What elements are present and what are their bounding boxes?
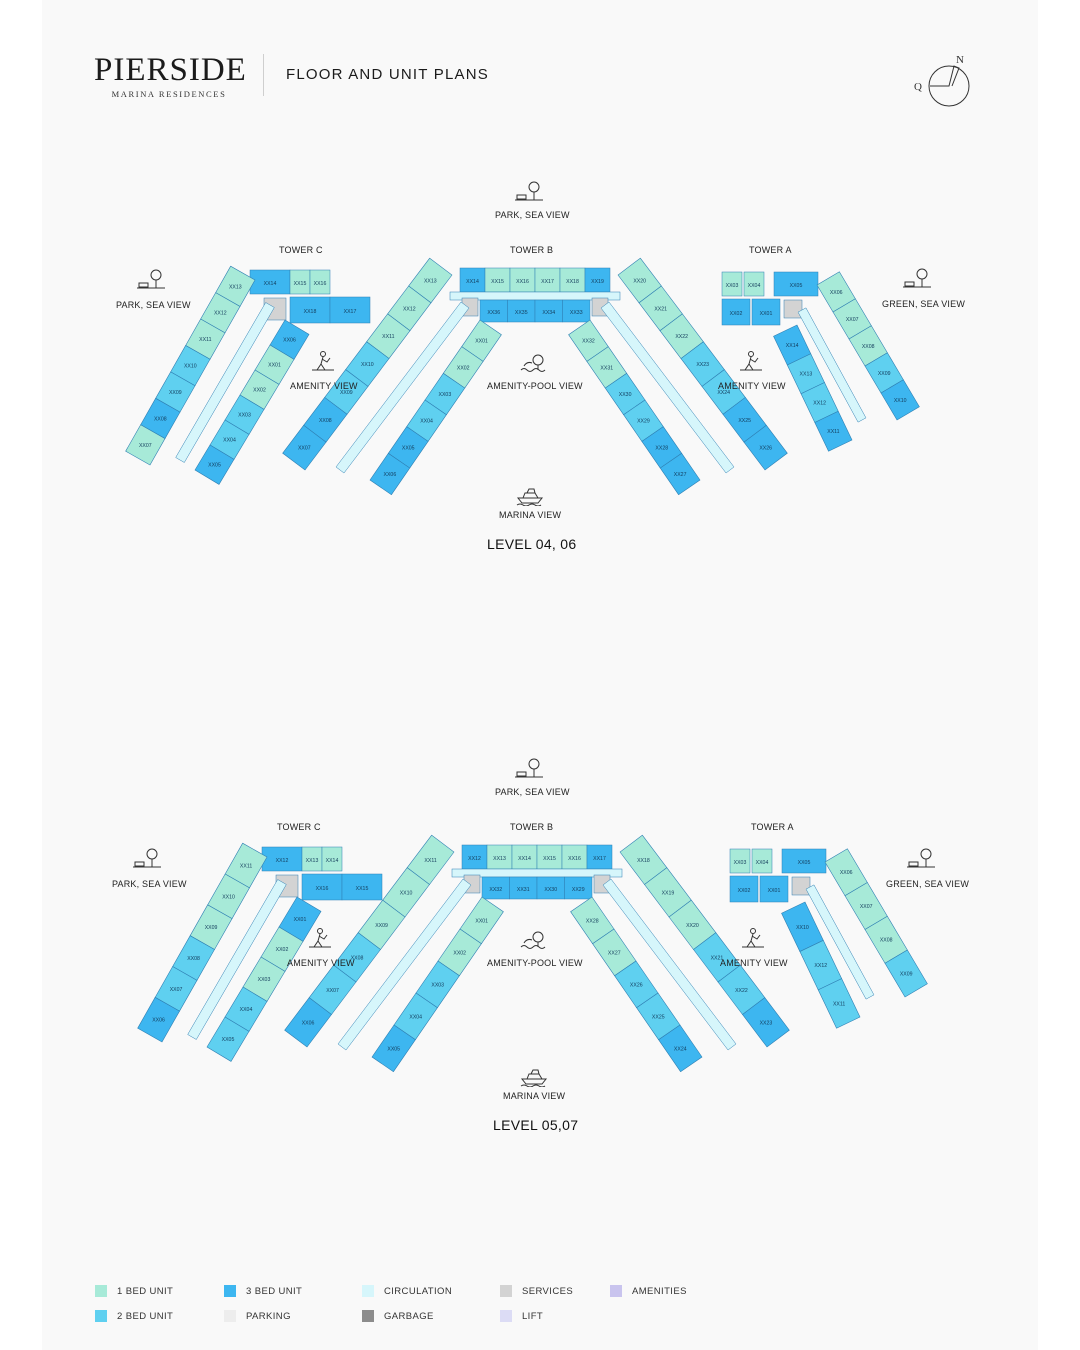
boat-icon <box>519 1065 549 1087</box>
tower-b-unit-label: XX19 <box>591 279 604 285</box>
tower-c-inner-unit-label: XX02 <box>253 387 266 394</box>
tower-a-core <box>784 300 802 318</box>
tower-b-unit-label: XX16 <box>516 279 529 285</box>
legend-swatch <box>362 1285 374 1297</box>
tower-c-inner-unit-label: XX05 <box>208 462 221 469</box>
tower-b-unit-label: XX15 <box>491 279 504 285</box>
plan-0-tower-a-label: TOWER A <box>749 245 792 255</box>
tower-b-left-outer-unit-label: XX09 <box>375 922 388 929</box>
tower-a-outer-unit-label: XX09 <box>877 370 891 377</box>
tower-b-plan <box>285 835 790 1072</box>
plan-1-level-title: LEVEL 05,07 <box>493 1117 579 1133</box>
page-title: FLOOR AND UNIT PLANS <box>286 66 489 83</box>
tower-a-unit-label: XX03 <box>733 860 747 866</box>
legend-label: SERVICES <box>522 1285 574 1297</box>
tower-c-unit-label: XX16 <box>315 886 329 892</box>
tower-b-unit-label: XX14 <box>518 856 531 862</box>
park-icon <box>514 757 544 779</box>
plan-1-amenity-left-label: AMENITY VIEW <box>287 958 355 968</box>
tower-b-unit-label: XX13 <box>493 856 506 862</box>
tower-c-inner-unit-label: XX02 <box>275 947 289 954</box>
logo-subtitle: MARINA RESIDENCES <box>111 89 227 99</box>
plan-0-amenity-right-label: AMENITY VIEW <box>718 381 786 391</box>
tower-a-outer-unit-label: XX06 <box>839 870 853 877</box>
tower-c-unit-label: XX17 <box>343 309 357 315</box>
tower-c-unit-label: XX18 <box>303 309 317 315</box>
legend-label: PARKING <box>246 1310 291 1322</box>
tower-b-left-inner-unit-label: XX03 <box>431 982 445 989</box>
tower-c-outer-unit-label: XX07 <box>169 986 183 993</box>
tower-a-outer-unit-label: XX06 <box>829 289 843 296</box>
plan-1-tower-a-label: TOWER A <box>751 822 794 832</box>
tower-b-left-outer-unit-label: XX12 <box>402 306 416 313</box>
tower-a-outer-unit-label: XX09 <box>899 971 913 978</box>
tower-a-unit-label: XX04 <box>747 283 761 289</box>
tower-c-outer-unit-label: XX08 <box>187 956 200 963</box>
park-left-icon <box>132 847 162 869</box>
tower-b-plan <box>283 258 788 495</box>
tower-c-outer-unit-label: XX11 <box>199 337 212 344</box>
tower-a-inner-unit-label: XX10 <box>796 924 809 931</box>
pool-icon <box>518 929 548 951</box>
plan-0-right-view-label: GREEN, SEA VIEW <box>882 299 966 309</box>
tower-a-unit-label: XX01 <box>759 311 773 317</box>
tower-c-inner-unit-label: XX04 <box>223 437 236 444</box>
pool-icon <box>518 352 548 374</box>
tower-c-outer-unit-label: XX09 <box>204 925 218 932</box>
tower-b-left-inner-unit-label: XX05 <box>401 445 415 452</box>
legend-label: 2 BED UNIT <box>117 1310 174 1322</box>
tower-b-right-inner-unit-label: XX32 <box>582 338 595 345</box>
tower-a-inner-unit-label: XX14 <box>785 342 799 349</box>
tower-b-unit-label: XX18 <box>566 279 579 285</box>
plan-1-right-view-label: GREEN, SEA VIEW <box>886 879 970 889</box>
tower-b-right-inner-unit-label: XX28 <box>655 445 669 452</box>
tower-c-inner-unit-label: XX01 <box>293 917 307 924</box>
plan-1-left-view-label: PARK, SEA VIEW <box>112 879 187 889</box>
plan-0-top-view-label: PARK, SEA VIEW <box>495 210 570 220</box>
tower-b-right-outer-unit-label: XX23 <box>696 362 710 369</box>
tower-c-unit-label: XX16 <box>313 281 327 287</box>
tower-a-outer-unit-label: XX07 <box>845 316 859 323</box>
plan-drawing <box>0 757 1080 1087</box>
tower-b-unit-label: XX31 <box>516 887 530 893</box>
legend-item <box>362 1285 452 1297</box>
tower-b-right-outer-unit-label: XX21 <box>710 955 724 962</box>
tower-a-unit-label: XX05 <box>789 283 803 289</box>
tower-b-right-outer-unit-label: XX18 <box>637 857 650 864</box>
tower-a-core <box>792 877 810 895</box>
tower-b-left-outer-unit-label: XX07 <box>326 987 339 994</box>
tower-a-outer-unit-label: XX08 <box>879 937 893 944</box>
legend-label: CIRCULATION <box>384 1285 453 1297</box>
plan-1-tower-b-label: TOWER B <box>510 822 554 832</box>
tower-c-plan <box>126 266 370 484</box>
tower-b-right-inner-unit-label: XX26 <box>629 982 643 989</box>
tower-b-right-outer-unit-label: XX19 <box>661 890 675 897</box>
tower-b-unit-label: XX15 <box>543 856 556 862</box>
plan-0-pool-view-label: AMENITY-POOL VIEW <box>487 381 583 391</box>
park-left-icon <box>136 268 166 290</box>
tower-c-outer-unit-label: XX10 <box>222 894 235 901</box>
tower-b-unit-label: XX33 <box>569 310 583 316</box>
legend-item <box>500 1310 543 1322</box>
tower-c-inner-unit-label: XX06 <box>283 337 296 344</box>
tower-b-unit-label: XX29 <box>571 887 585 893</box>
tower-b-left-outer-unit-label: XX10 <box>399 890 413 897</box>
tower-b-right-outer-unit-label: XX22 <box>675 334 689 341</box>
tower-b-right-inner-unit-label: XX29 <box>637 418 650 425</box>
tower-a-unit-label: XX02 <box>737 888 751 894</box>
plan-0-marina-view-label: MARINA VIEW <box>499 510 562 520</box>
tower-a-unit-label: XX05 <box>797 860 811 866</box>
legend-swatch <box>500 1285 512 1297</box>
tower-b-left-inner-unit-label: XX02 <box>456 365 470 372</box>
tower-b-left-outer-unit-label: XX06 <box>301 1020 315 1027</box>
tower-c-outer-unit-label: XX06 <box>152 1017 165 1024</box>
tower-b-right-inner-unit-label: XX24 <box>673 1046 687 1053</box>
tower-a-unit-label: XX01 <box>767 888 781 894</box>
tower-b-right-inner-unit-label: XX27 <box>607 950 621 957</box>
legend-swatch <box>500 1310 512 1322</box>
tower-b-left-outer-unit-label: XX08 <box>318 417 332 424</box>
plan-0-left-view-label: PARK, SEA VIEW <box>116 300 191 310</box>
tower-b-left-inner-unit-label: XX01 <box>475 918 489 925</box>
green-right-icon <box>902 267 932 289</box>
plan-1-tower-c-label: TOWER C <box>277 822 321 832</box>
tower-c-inner-unit-label: XX05 <box>221 1037 235 1044</box>
tower-b-left-inner-unit-label: XX03 <box>438 392 452 399</box>
tower-b-left-outer-unit-label: XX08 <box>350 955 364 962</box>
amenity-right-icon <box>738 927 768 949</box>
tower-b-left-inner-unit-label: XX04 <box>420 418 433 425</box>
tower-c-unit-label: XX13 <box>305 858 319 864</box>
tower-b-unit-label: XX32 <box>489 887 503 893</box>
tower-c-outer-unit-label: XX07 <box>138 442 152 449</box>
legend-item <box>95 1285 173 1297</box>
tower-a-unit-label: XX02 <box>729 311 743 317</box>
legend-swatch <box>224 1285 236 1297</box>
legend-swatch <box>95 1310 107 1322</box>
tower-b-left-inner-unit-label: XX02 <box>453 950 467 957</box>
legend-item <box>95 1310 173 1322</box>
tower-b-right-outer-unit-label: XX23 <box>759 1020 773 1027</box>
green-right-icon <box>906 847 936 869</box>
tower-b-right-outer-unit-label: XX20 <box>633 278 647 285</box>
legend-item <box>500 1285 573 1297</box>
legend-swatch <box>95 1285 107 1297</box>
tower-b-unit-label: XX30 <box>544 887 558 893</box>
compass-q-label: Q <box>914 81 922 93</box>
tower-a-inner-unit-label: XX11 <box>832 1001 846 1008</box>
plan-0-amenity-left-label: AMENITY VIEW <box>290 381 358 391</box>
tower-b-left-inner-unit-label: XX05 <box>387 1046 401 1053</box>
boat-icon <box>515 484 545 506</box>
legend-item <box>224 1285 302 1297</box>
tower-a-unit-label: XX04 <box>755 860 769 866</box>
tower-b-right-inner-unit-label: XX30 <box>618 392 632 399</box>
plan-1-amenity-right-label: AMENITY VIEW <box>720 958 788 968</box>
tower-a-inner-unit-label: XX13 <box>799 371 813 378</box>
legend-item <box>362 1310 434 1322</box>
legend-label: 3 BED UNIT <box>246 1285 303 1297</box>
plan-0-tower-c-label: TOWER C <box>279 245 323 255</box>
tower-b-right-outer-unit-label: XX25 <box>738 417 752 424</box>
tower-b-unit-label: XX14 <box>466 279 479 285</box>
tower-b-right-inner-unit-label: XX27 <box>673 472 687 479</box>
tower-b-left-outer-unit-label: XX11 <box>424 857 437 864</box>
legend-swatch <box>610 1285 622 1297</box>
tower-c-unit-label: XX15 <box>293 281 307 287</box>
tower-c-inner-unit-label: XX03 <box>257 977 271 984</box>
plan-0-level-title: LEVEL 04, 06 <box>487 536 577 552</box>
tower-a-outer-unit-label: XX07 <box>859 903 873 910</box>
legend-item <box>610 1285 687 1297</box>
plan-1-marina-view-label: MARINA VIEW <box>503 1091 566 1101</box>
tower-b-left-outer-unit-label: XX07 <box>297 445 311 452</box>
tower-b-unit-label: XX12 <box>468 856 481 862</box>
tower-b-unit-label: XX34 <box>542 310 556 316</box>
tower-c-outer-unit-label: XX11 <box>239 863 253 870</box>
tower-b-right-outer-unit-label: XX26 <box>759 445 773 452</box>
tower-c-outer-unit-label: XX08 <box>153 416 167 423</box>
amenity-left-icon <box>308 350 338 372</box>
tower-c-outer-unit-label: XX13 <box>228 284 242 291</box>
tower-c-inner-unit-label: XX03 <box>238 412 251 419</box>
logo-wordmark: PIERSIDE <box>94 52 247 88</box>
tower-b-right-outer-unit-label: XX21 <box>654 306 668 313</box>
tower-b-right-outer-unit-label: XX24 <box>717 389 731 396</box>
legend-swatch <box>362 1310 374 1322</box>
amenity-left-icon <box>305 927 335 949</box>
legend-label: AMENITIES <box>632 1285 687 1297</box>
plan-drawing <box>0 180 1080 510</box>
plan-0-tower-b-label: TOWER B <box>510 245 554 255</box>
amenity-right-icon <box>736 350 766 372</box>
tower-a-outer-unit-label: XX10 <box>893 397 907 404</box>
tower-c-unit-label: XX15 <box>355 886 369 892</box>
tower-b-left-inner-unit-label: XX01 <box>475 338 488 345</box>
tower-c-inner-unit-label: XX04 <box>239 1007 253 1014</box>
compass-icon <box>912 52 976 112</box>
tower-c-unit-label: XX14 <box>263 281 277 287</box>
tower-a-inner-unit-label: XX12 <box>814 963 828 970</box>
tower-c-outer-unit-label: XX09 <box>168 390 182 397</box>
tower-b-right-inner-unit-label: XX28 <box>585 918 599 925</box>
tower-b-right-inner-unit-label: XX31 <box>600 365 614 372</box>
tower-b-right-outer-unit-label: XX20 <box>686 922 699 929</box>
brand-logo <box>94 52 247 99</box>
legend-item <box>224 1310 291 1322</box>
tower-b-unit-label: XX17 <box>593 856 606 862</box>
tower-b-left-outer-unit-label: XX10 <box>360 362 374 369</box>
tower-b-unit-label: XX35 <box>514 310 528 316</box>
tower-a-outer-unit-label: XX08 <box>861 343 875 350</box>
tower-c-outer-unit-label: XX10 <box>183 363 197 370</box>
tower-b-unit-label: XX17 <box>541 279 554 285</box>
tower-c-inner-unit-label: XX01 <box>268 362 281 369</box>
legend-label: GARBAGE <box>384 1310 434 1322</box>
tower-b-right-inner-unit-label: XX25 <box>651 1014 665 1021</box>
tower-b-right-outer-unit-label: XX22 <box>735 987 748 994</box>
tower-a-inner-unit-label: XX12 <box>813 400 826 407</box>
legend-swatch <box>224 1310 236 1322</box>
tower-c-outer-unit-label: XX12 <box>213 310 227 317</box>
tower-c-unit-label: XX14 <box>325 858 339 864</box>
legend-label: LIFT <box>522 1310 544 1322</box>
tower-a-inner-unit-label: XX11 <box>827 429 840 436</box>
tower-c-unit-label: XX12 <box>275 858 289 864</box>
tower-a-unit-label: XX03 <box>725 283 739 289</box>
compass-north-label: N <box>956 54 964 66</box>
legend-label: 1 BED UNIT <box>117 1285 174 1297</box>
tower-b-left-inner-unit-label: XX04 <box>409 1014 423 1021</box>
tower-b-left-outer-unit-label: XX13 <box>423 278 437 285</box>
tower-b-left-outer-unit-label: XX09 <box>339 389 353 396</box>
tower-b-unit-label: XX16 <box>568 856 581 862</box>
plan-1-top-view-label: PARK, SEA VIEW <box>495 787 570 797</box>
header-divider <box>263 54 264 96</box>
park-icon <box>514 180 544 202</box>
plan-1-pool-view-label: AMENITY-POOL VIEW <box>487 958 583 968</box>
tower-b-left-outer-unit-label: XX11 <box>382 334 395 341</box>
tower-b-unit-label: XX36 <box>487 310 501 316</box>
tower-b-left-inner-unit-label: XX06 <box>383 472 397 479</box>
